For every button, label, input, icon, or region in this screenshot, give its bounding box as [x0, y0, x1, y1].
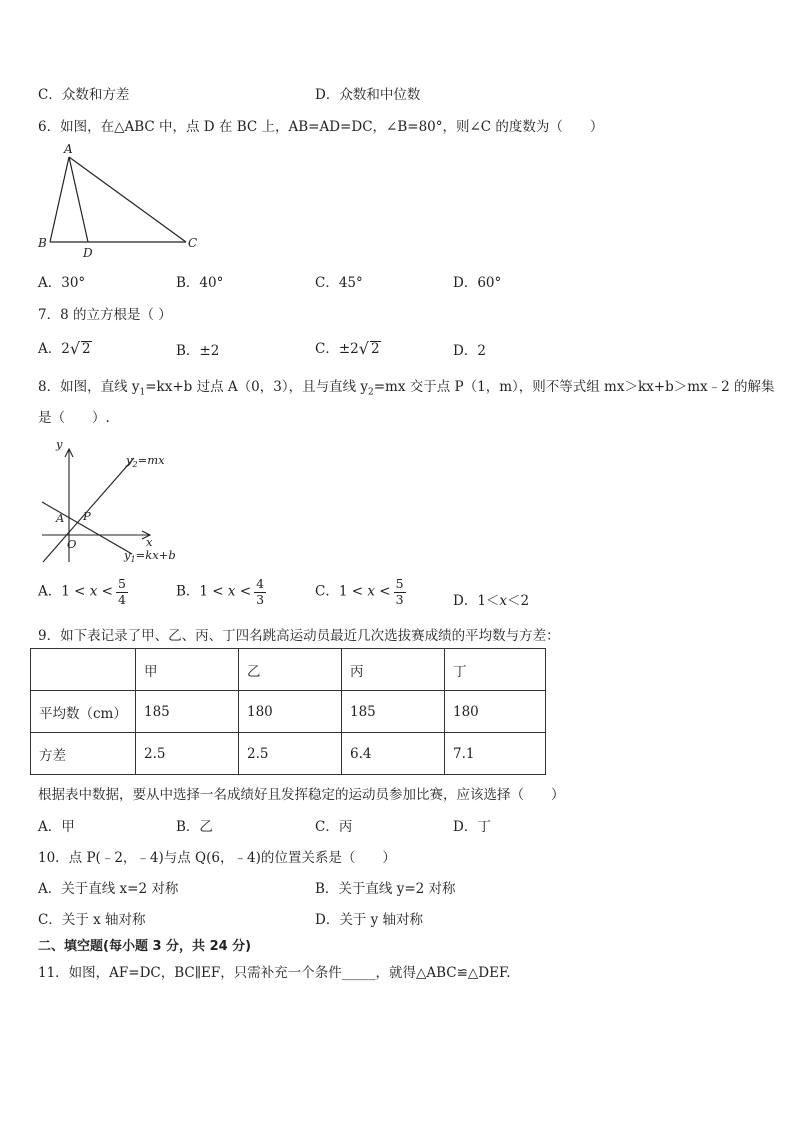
q7-option-b: B．±2 — [176, 343, 220, 359]
table-header-cell — [31, 649, 136, 691]
q8-option-a-var: x — [89, 583, 98, 600]
table-cell: 方差 — [31, 733, 136, 775]
q8-text-line1 — [38, 375, 775, 398]
q6-label-c: C — [188, 236, 198, 250]
q8-option-c-var: x — [367, 583, 375, 600]
q10-option-c: C．关于 x 轴对称 — [38, 912, 146, 928]
table-cell: 7.1 — [445, 733, 546, 775]
q8-option-b — [176, 578, 266, 606]
q8-option-c — [315, 578, 406, 606]
q8-option-b-fraction — [254, 578, 266, 606]
q7-option-a-prefix: A．2 — [38, 341, 70, 357]
q8-label-line2: $y_2=mx$ — [126, 453, 165, 469]
q8-option-a-numerator: 5 — [117, 576, 126, 591]
q8-option-c-lt: < — [379, 583, 391, 600]
q7-option-a — [38, 337, 92, 357]
q10-option-b: B．关于直线 y=2 对称 — [315, 881, 456, 897]
q8-option-c-pre: C．1 < — [315, 583, 364, 600]
q8-label-a: A — [56, 511, 65, 525]
q10-option-a: A．关于直线 x=2 对称 — [38, 881, 179, 897]
q8-label-y: y — [56, 437, 63, 451]
q8-text-part1: 8．如图，直线 y — [38, 379, 140, 395]
q8-label-line1: $y_1=kx+b$ — [124, 548, 176, 564]
q11-text: 11．如图，AF=DC，BC∥EF，只需补充一个条件_____，就得△ABC≌△DEF. — [38, 965, 511, 981]
q6-side-ac — [69, 157, 186, 242]
q5-option-c: C．众数和方差 — [38, 87, 130, 103]
q8-option-a — [38, 578, 128, 606]
q6-side-ad — [69, 157, 88, 242]
q10-text: 10．点 P(﹣2，﹣4)与点 Q(6，﹣4)的位置关系是（ ） — [38, 850, 396, 866]
table-cell: 平均数（cm） — [31, 691, 136, 733]
q8-option-c-fraction — [394, 578, 406, 606]
q9-question: 根据表中数据，要从中选择一名成绩好且发挥稳定的运动员参加比赛，应该选择（ ） — [38, 787, 565, 803]
table-header-cell: 丙 — [342, 649, 445, 691]
q8-option-c-denominator: 3 — [395, 591, 404, 607]
q8-option-a-denominator: 4 — [117, 591, 126, 607]
table-cell: 2.5 — [239, 733, 342, 775]
q8-option-b-lt: < — [239, 583, 252, 600]
q8-text-part3: =mx 交于点 P（1，m），则不等式组 mx＞kx+b＞mx﹣2 的解集 — [373, 379, 775, 395]
q8-label-p: P — [83, 509, 91, 523]
q6-triangle-figure — [30, 140, 210, 264]
q9-score-table — [30, 648, 546, 775]
q6-option-d: D．60° — [453, 275, 502, 291]
table-header-cell: 丁 — [445, 649, 546, 691]
q6-text: 6．如图，在△ABC 中，点 D 在 BC 上，AB=AD=DC，∠B=80°，则∠C 的度数为（ ） — [38, 119, 604, 135]
q8-text-part2: =kx+b 过点 A（0，3），且与直线 y — [145, 379, 368, 395]
q8-sub1: 1 — [139, 387, 146, 398]
table-header-cell: 乙 — [239, 649, 342, 691]
q6-option-b: B．40° — [176, 275, 224, 291]
table-cell: 180 — [239, 691, 342, 733]
q6-label-a: A — [64, 142, 73, 156]
q8-label-origin: O — [67, 537, 77, 551]
sqrt-sign-icon: √ — [69, 339, 81, 358]
table-header-cell: 甲 — [136, 649, 239, 691]
q7-option-c-radicand: 2 — [370, 341, 380, 357]
q7-option-a-radicand: 2 — [82, 341, 91, 357]
q9-option-d: D．丁 — [453, 819, 491, 835]
q8-sub2: 2 — [368, 387, 374, 398]
q9-option-b: B．乙 — [176, 819, 213, 835]
q7-option-c — [315, 337, 381, 357]
table-cell: 185 — [342, 691, 445, 733]
q8-option-b-numerator: 4 — [256, 576, 265, 591]
sqrt-sign-icon: √ — [358, 339, 369, 358]
table-row — [31, 733, 546, 775]
q8-option-d-post: ＜2 — [507, 593, 530, 609]
q9-text: 9．如下表记录了甲、乙、丙、丁四名跳高运动员最近几次选拔赛成绩的平均数与方差： — [38, 628, 560, 644]
q8-option-a-pre: A．1 < — [38, 583, 86, 600]
q8-option-b-var: x — [227, 583, 236, 600]
q6-option-c: C．45° — [315, 275, 363, 291]
q8-option-c-numerator: 5 — [395, 576, 404, 591]
q5-option-d: D．众数和中位数 — [315, 87, 421, 103]
table-header-row — [31, 649, 546, 691]
table-row — [31, 691, 546, 733]
q10-option-d: D．关于 y 轴对称 — [315, 912, 424, 928]
q9-option-c: C．丙 — [315, 819, 353, 835]
q8-line-graph-figure — [34, 436, 194, 568]
q7-option-c-prefix: C．±2 — [315, 341, 359, 357]
q8-option-d-pre: D．1＜ — [453, 593, 500, 609]
q6-label-b: B — [38, 236, 47, 250]
q8-text-line2: 是（ ）. — [38, 410, 110, 426]
table-cell: 6.4 — [342, 733, 445, 775]
table-cell: 185 — [136, 691, 239, 733]
q6-label-d: D — [83, 246, 93, 260]
q9-option-a: A．甲 — [38, 819, 75, 835]
q8-option-a-fraction — [116, 578, 128, 606]
q8-option-d — [453, 589, 529, 609]
q6-option-a: A．30° — [38, 275, 86, 291]
section-title: 二、填空题(每小题 3 分，共 24 分) — [38, 939, 252, 954]
q8-label-x: x — [146, 535, 153, 549]
q8-option-b-pre: B．1 < — [176, 583, 224, 600]
q8-option-a-lt: < — [101, 583, 113, 600]
table-cell: 180 — [445, 691, 546, 733]
q8-option-d-var: x — [499, 593, 508, 609]
q8-option-b-denominator: 3 — [256, 591, 265, 607]
q7-option-d: D．2 — [453, 343, 486, 359]
table-cell: 2.5 — [136, 733, 239, 775]
q7-text: 7．8 的立方根是（ ） — [38, 307, 172, 323]
q6-side-ab — [50, 157, 69, 242]
